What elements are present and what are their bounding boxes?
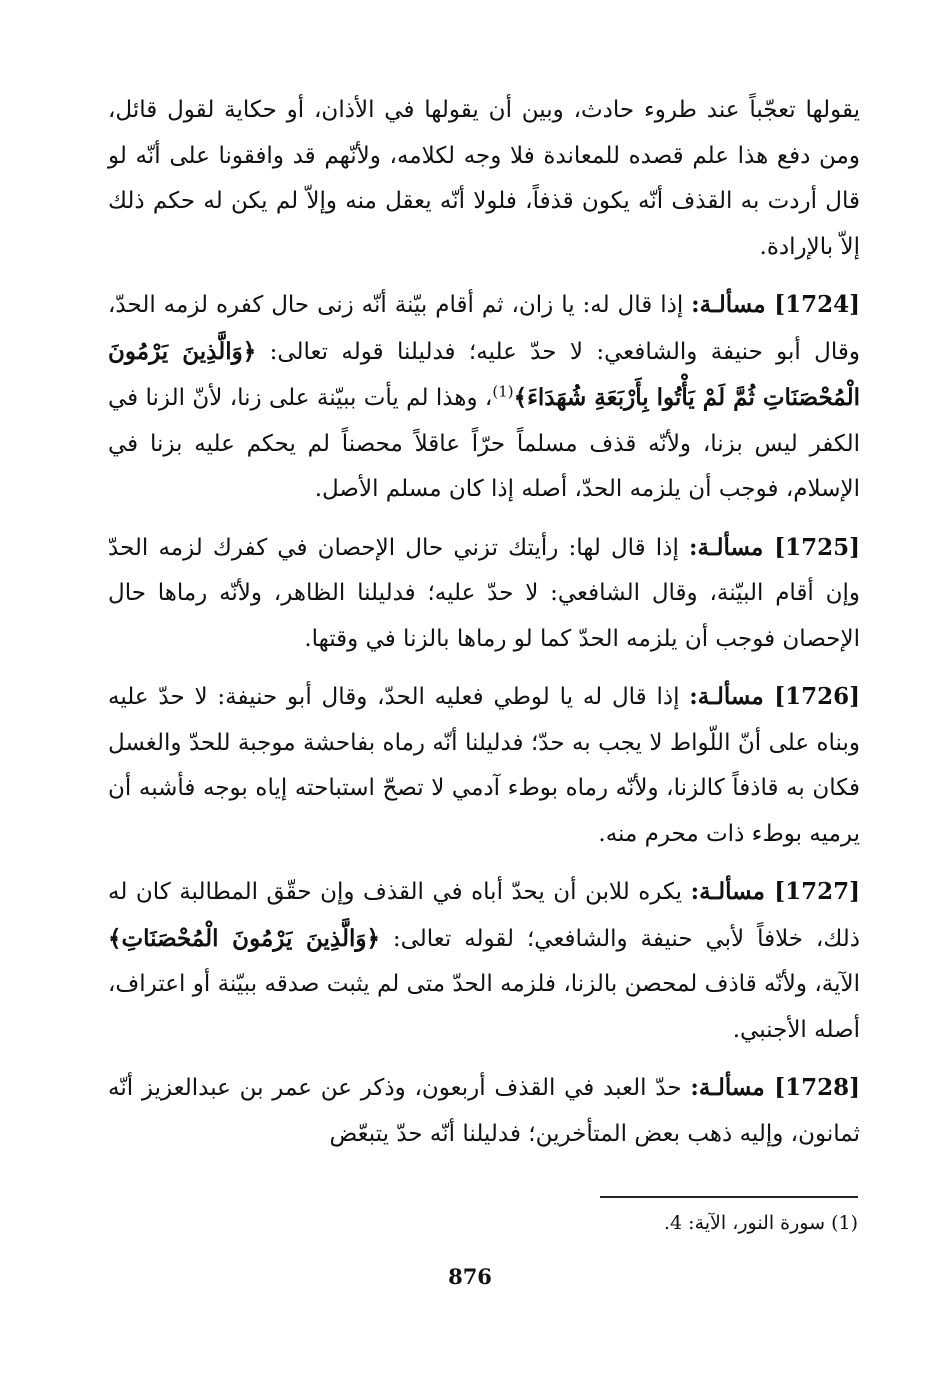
issue-1725: [108, 525, 860, 663]
intro-paragraph: [108, 88, 860, 270]
intro-text: يقولها تعجّباً عند طروء حادث، وبين أن يقولها في الأذان، أو حكاية لقول قائل، ومن دفع هذا علم قصده للمعاندة فلا وجه لكلامه، ولأنّهم قد وافقونا على أنّه لو قال أردت به القذف أنّه يكون قذفاً، فلولا أنّه يعقل منه وإلاّ لم يكن له حكم ذلك إلاّ بالإرادة.: [108, 97, 860, 260]
footnote-reference[interactable]: (1): [492, 382, 514, 401]
issue-text-continued: ، وهذا لم يأت ببيّنة على زنا، لأنّ الزنا في الكفر ليس بزنا، ولأنّه قذف مسلماً حرّاً عاقلاً محصناً لم يحكم عليه بزنا في الإسلام، فوجب أن يلزمه الحدّ، أصله إذا كان مسلم الأصل.: [108, 385, 860, 502]
footnote: [500, 1208, 858, 1238]
issue-1726: [108, 674, 860, 857]
issue-1728: [108, 1065, 860, 1157]
page-number: 876: [448, 1264, 492, 1289]
issue-text-continued: الآية، ولأنّه قاذف لمحصن بالزنا، فلزمه الحدّ متى لم يثبت صدقه ببيّنة أو اعتراف، أصله الأجنبي.: [108, 971, 860, 1043]
issue-text: حدّ العبد في القذف أربعون، وذكر عن عمر بن عبدالعزيز أنّه ثمانون، وإليه ذهب بعض المتأخرين؛ فدليلنا أنّه حدّ يتبعّض: [108, 1075, 860, 1147]
issue-heading: [1724] مسألـة:: [691, 291, 860, 318]
issue-heading: [1726] مسألـة:: [689, 683, 860, 710]
issue-heading: [1727] مسألـة:: [690, 878, 860, 905]
footnote-divider: [600, 1196, 858, 1198]
quran-verse: ﴿وَالَّذِينَ يَرْمُونَ الْمُحْصَنَاتِ﴾: [108, 924, 380, 952]
quran-verse: ﴿وَالَّذِينَ يَرْمُونَ الْمُحْصَنَاتِ ثُمَّ لَمْ يَأْتُوا بِأَرْبَعَةِ شُهَدَاءَ﴾: [108, 337, 860, 411]
issue-heading: [1728] مسألـة:: [690, 1074, 860, 1101]
issue-text: يكره للابن أن يحدّ أباه في القذف وإن حقّق المطالبة كان له ذلك، خلافاً لأبي حنيفة والشافعي؛ لقوله تعالى:: [108, 879, 860, 952]
footnote-text: (1) سورة النور، الآية: 4.: [663, 1212, 858, 1234]
page-body: [108, 88, 860, 1169]
issue-text: إذا قال له: يا زان، ثم أقام بيّنة أنّه زنى حال كفره لزمه الحدّ، وقال أبو حنيفة والشافعي: لا حدّ عليه؛ فدليلنا قوله تعالى:: [108, 292, 861, 365]
issue-1724: [108, 282, 860, 513]
issue-heading: [1725] مسألـة:: [688, 533, 860, 561]
issue-1727: [108, 869, 860, 1053]
issue-text: إذا قال لها: رأيتك تزني حال الإحصان في كفرك لزمه الحدّ وإن أقام البيّنة، وقال الشافعي: لا حدّ عليه؛ فدليلنا الظاهر، ولأنّه رماها حال الإحصان فوجب أن يلزمه الحدّ كما لو رماها بالزنا في وقتها.: [108, 534, 860, 652]
issue-text: إذا قال له يا لوطي فعليه الحدّ، وقال أبو حنيفة: لا حدّ عليه وبناه على أنّ اللّواط لا يجب به حدّ؛ فدليلنا أنّه رماه بفاحشة موجبة للحدّ والغسل فكان به قاذفاً كالزنا، ولأنّه رماه بوطء آدمي لا تصحّ استباحته إياه بوجه فأشبه أن يرميه بوطء ذات محرم منه.: [108, 684, 860, 847]
